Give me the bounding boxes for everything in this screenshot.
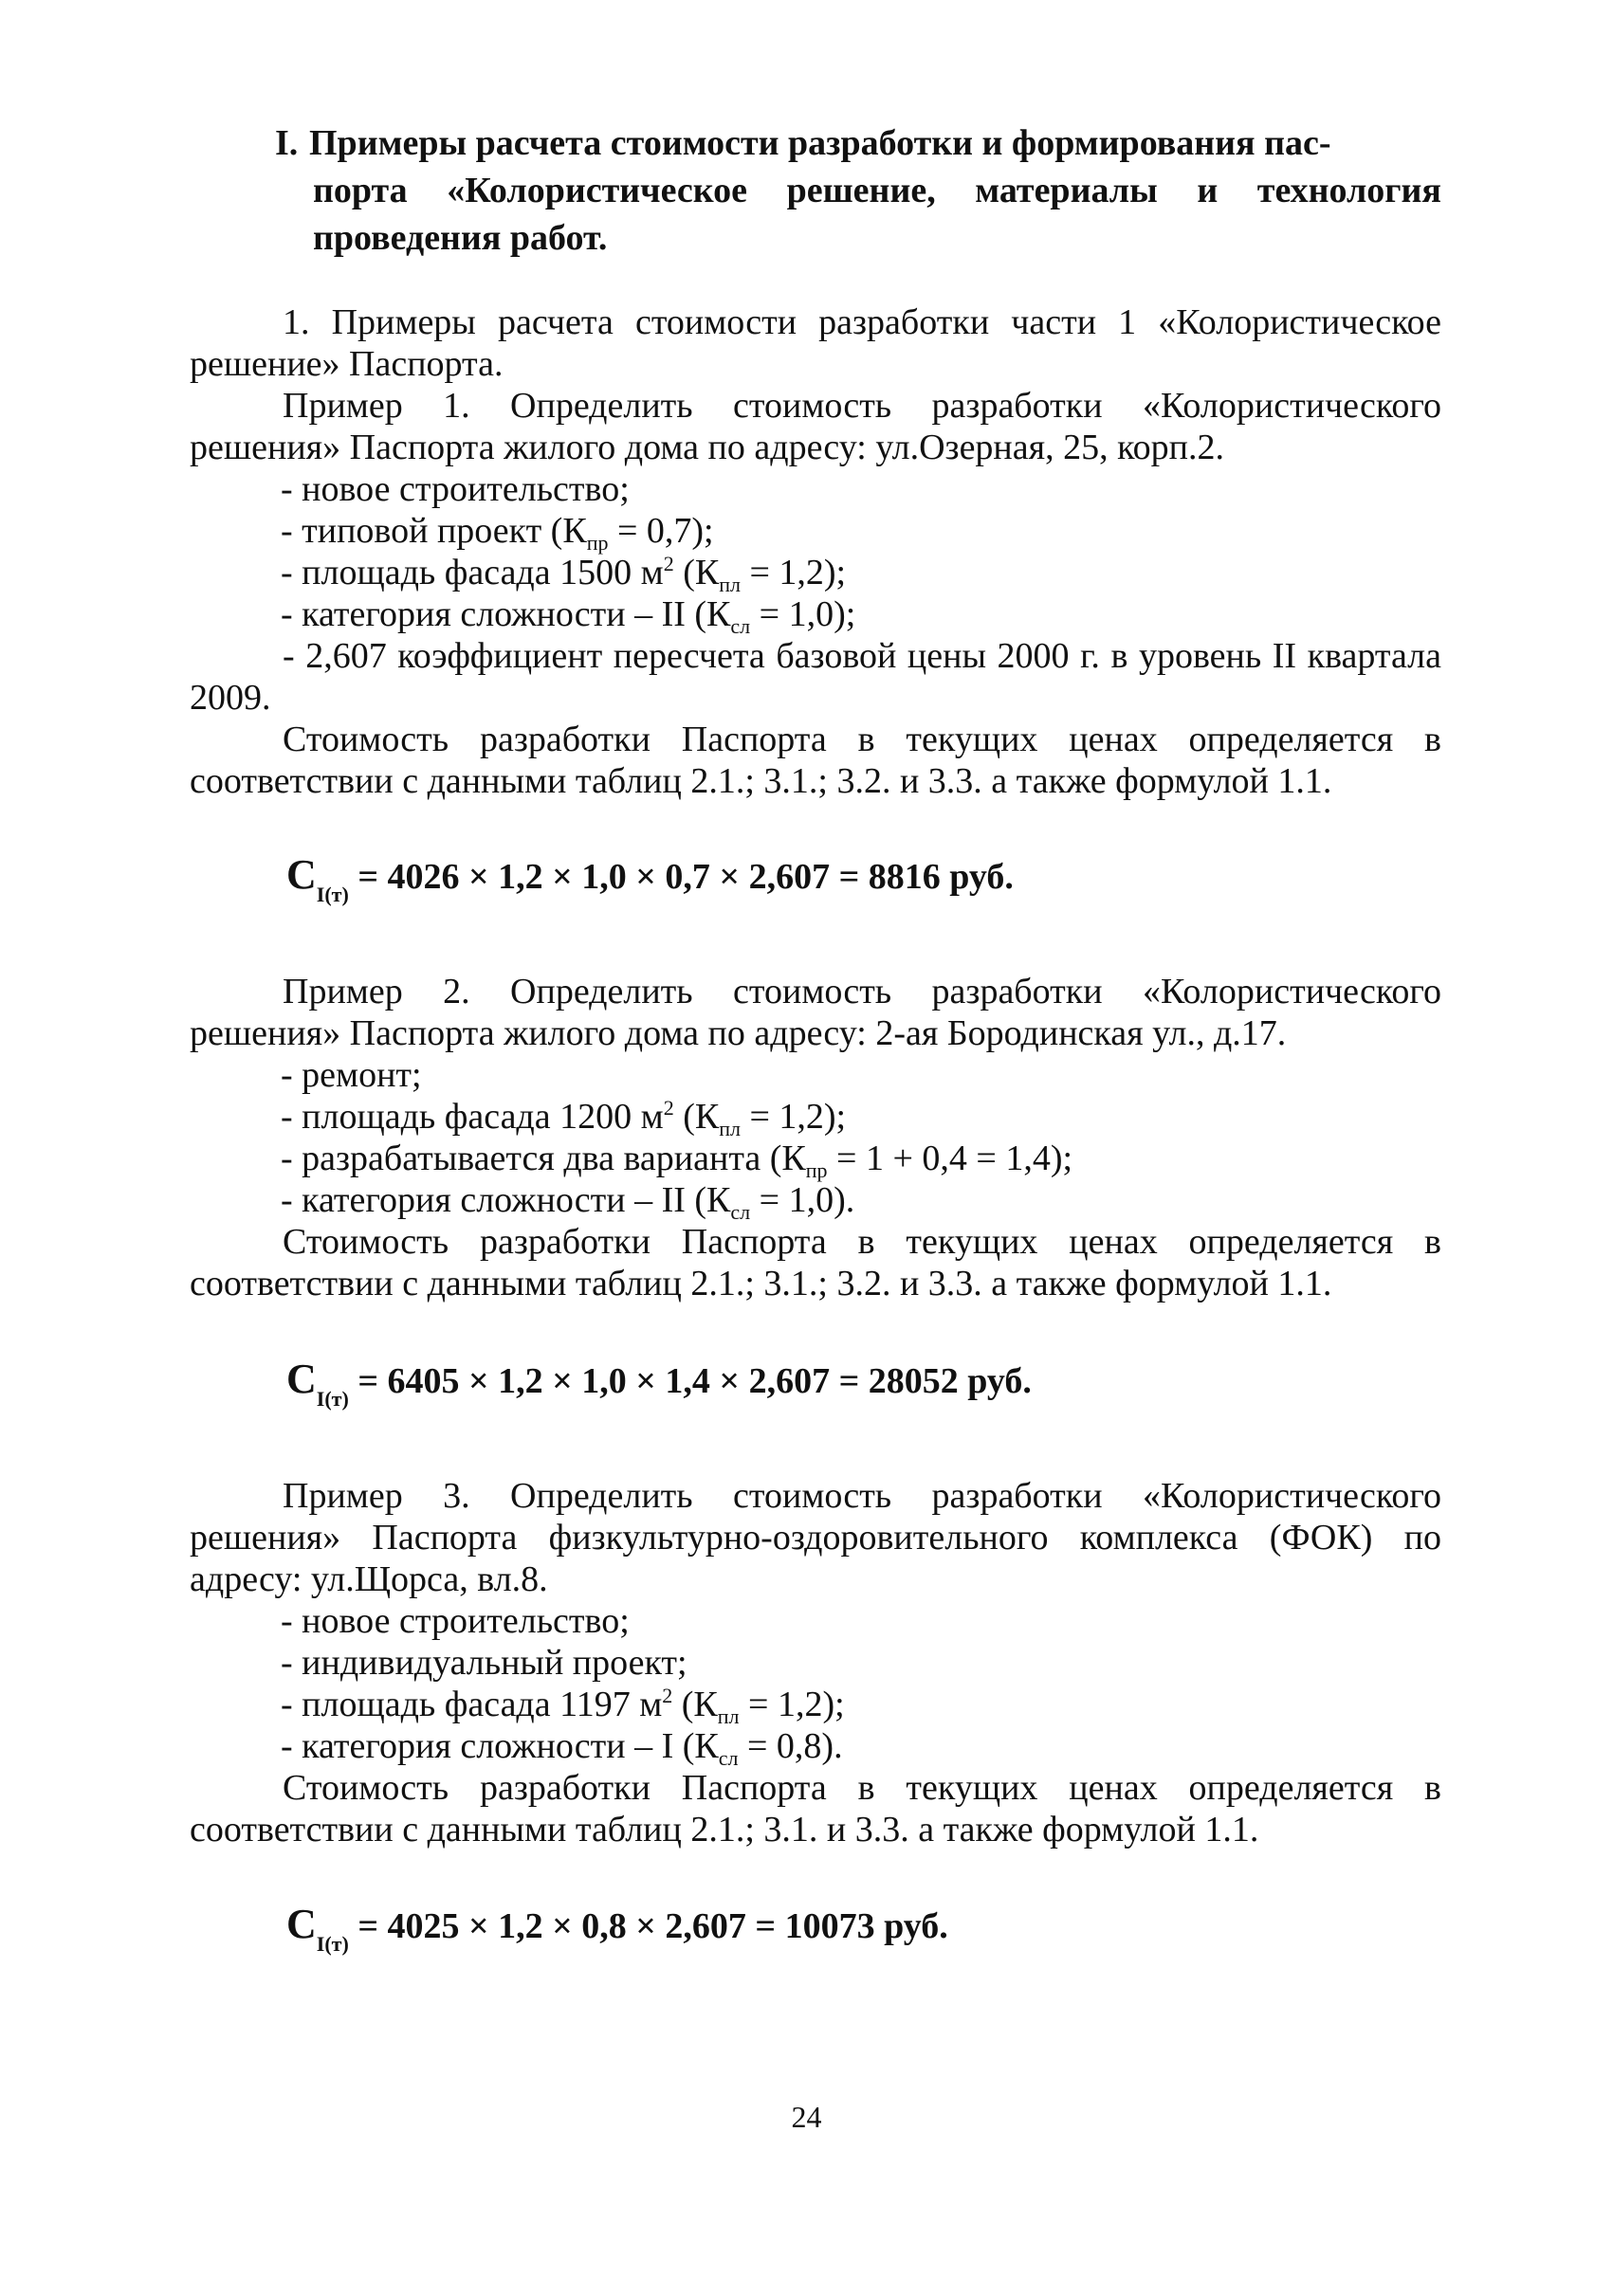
example3-cost-text: Стоимость разработки Паспорта в текущих ценах определяется в соответствии с данными таблиц 2.1.; 3.1. и 3.3. а также формулой 1.1. [190, 1768, 1441, 1850]
example3-item-2: - индивидуальный проект; [281, 1643, 687, 1683]
section-heading [275, 119, 1441, 262]
example3-paragraph: Пример 3. Определить стоимость разработки «Колористического решения» Паспорта физкультурно-оздоровительного комплекса (ФОК) по адресу: ул.Щорса, вл.8. [190, 1476, 1441, 1599]
example2-item-3: - разрабатывается два варианта $(К_{пр} = 1 + 0,4 = 1,4)$; [281, 1139, 1073, 1182]
example1-coefficient: - 2,607 коэффициент пересчета базовой цены 2000 г. в уровень II квартала 2009. [190, 636, 1441, 718]
example1-item-2: - типовой проект $(К_{пр} = 0,7)$; [281, 511, 714, 555]
example1-formula: $С_{I(т)} = 4026 \times 1,2 \times 1,0 \times 0,7 \times 2,607 = 8816$ руб. [286, 851, 1014, 906]
example2-item-1: - ремонт; [281, 1055, 422, 1095]
example1-item-4: - категория сложности – II $(К_{сл} = 1,0)$; [281, 594, 856, 638]
intro-paragraph: 1. Примеры расчета стоимости разработки части 1 «Колористическое решение» Паспорта. [190, 302, 1441, 384]
example3-item-3: - площадь фасада 1197 $м^2$ $(К_{пл} = 1,2)$; [281, 1684, 845, 1728]
example1-paragraph: Пример 1. Определить стоимость разработки «Колористического решения» Паспорта жилого дома по адресу: ул.Озерная, 25, корп.2. [190, 386, 1441, 467]
page-number: 24 [791, 2100, 822, 2134]
section-title-continuation: порта «Колористическое решение, материалы и технология проведения работ. [313, 171, 1441, 258]
example1-item-3: - площадь фасада 1500 $м^2$ $(К_{пл} = 1,2)$; [281, 552, 847, 596]
example3-item-4: - категория сложности – I $(К_{сл} = 0,8)$. [281, 1726, 843, 1770]
example3-formula: $С_{I(т)} = 4025 \times 1,2 \times 0,8 \times 2,607 = 10073$ руб. [286, 1901, 948, 1956]
section-title-line1: Примеры расчета стоимости разработки и формирования пас- [309, 123, 1331, 163]
example2-cost-text: Стоимость разработки Паспорта в текущих ценах определяется в соответствии с данными таблиц 2.1.; 3.1.; 3.2. и 3.3. а также формулой 1.1. [190, 1222, 1441, 1303]
example2-formula: $С_{I(т)} = 6405 \times 1,2 \times 1,0 \times 1,4 \times 2,607 = 28052$ руб. [286, 1356, 1032, 1411]
example2-item-2: - площадь фасада 1200 $м^2$ $(К_{пл} = 1,2)$; [281, 1096, 847, 1140]
example3-item-1: - новое строительство; [281, 1601, 630, 1641]
example2-paragraph: Пример 2. Определить стоимость разработки «Колористического решения» Паспорта жилого дома по адресу: 2-ая Бородинская ул., д.17. [190, 972, 1441, 1053]
example2-item-4: - категория сложности – II $(К_{сл} = 1,0)$. [281, 1180, 855, 1224]
section-number: I. [275, 123, 299, 163]
example1-item-1: - новое строительство; [281, 469, 630, 509]
example1-cost-text: Стоимость разработки Паспорта в текущих ценах определяется в соответствии с данными таблиц 2.1.; 3.1.; 3.2. и 3.3. а также формулой 1.1. [190, 720, 1441, 801]
